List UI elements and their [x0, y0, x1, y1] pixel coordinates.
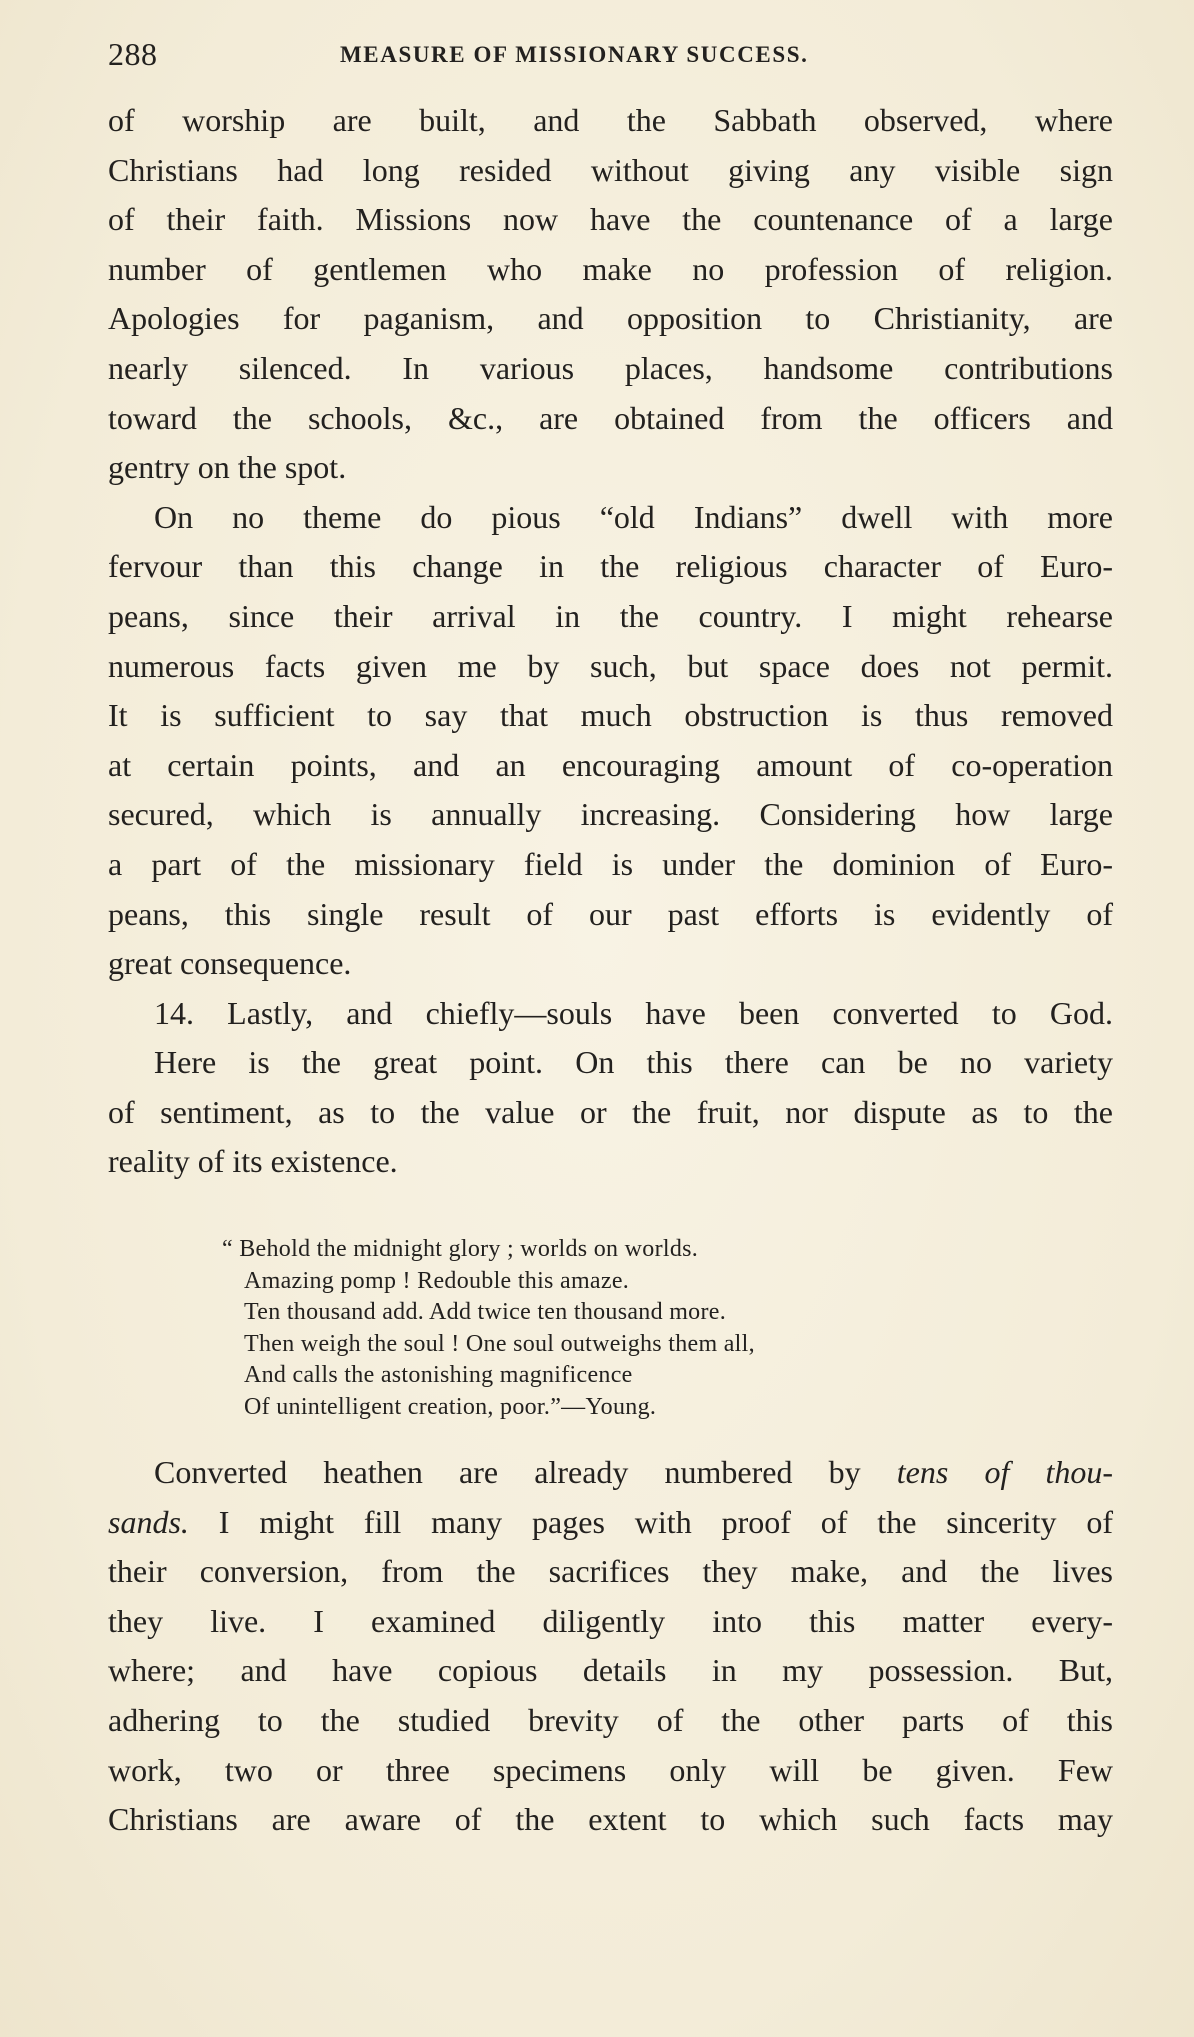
page-header	[108, 36, 1118, 76]
poem-line: Amazing pomp ! Redouble this amaze.	[244, 1267, 630, 1294]
text-line: gentry on the spot.	[108, 449, 347, 486]
text-line: at certain points, and an encouraging amount of co-operation	[108, 746, 1113, 783]
text-line: of their faith. Missions now have the countenance of a large	[108, 201, 1113, 238]
paragraph-4	[108, 1448, 1113, 1845]
poem-line: And calls the astonishing magnificence	[244, 1362, 633, 1388]
text-run: Converted heathen are already numbered by	[154, 1454, 897, 1490]
text-line: of sentiment, as to the value or the fruit, nor dispute as to the	[108, 1093, 1113, 1130]
paragraph-2	[108, 493, 1113, 989]
text-line: their conversion, from the sacrifices they make, and the lives	[108, 1553, 1113, 1590]
text-line: adhering to the studied brevity of the other parts of this	[108, 1701, 1113, 1738]
paragraph-1	[108, 96, 1113, 493]
text-line	[108, 1448, 1113, 1498]
text-line: Apologies for paganism, and opposition to Christianity, are	[108, 300, 1113, 337]
italic-text: sands.	[108, 1503, 189, 1540]
poem-line: Then weigh the soul ! One soul outweighs them all,	[244, 1330, 755, 1357]
text-line: where; and have copious details in my possession. But,	[108, 1652, 1113, 1689]
text-line: secured, which is annually increasing. Considering how large	[108, 796, 1113, 833]
text-line: work, two or three specimens only will be given. Few	[108, 1751, 1113, 1788]
poem-line: “ Behold the midnight glory ; worlds on worlds.	[222, 1236, 699, 1262]
text-line: of worship are built, and the Sabbath observed, where	[108, 102, 1113, 138]
text-line: numerous facts given me by such, but space does not permit.	[108, 647, 1113, 684]
text-line: Christians had long resided without giving any visible sign	[108, 151, 1113, 188]
text-line: peans, this single result of our past efforts is evidently of	[108, 895, 1113, 932]
text-line: Here is the great point. On this there can be no variety	[154, 1044, 1113, 1081]
text-line: toward the schools, &c., are obtained from the officers and	[108, 399, 1113, 436]
text-line: they live. I examined diligently into this matter every-	[108, 1602, 1113, 1639]
text-line: a part of the missionary field is under the dominion of Euro-	[108, 845, 1113, 882]
text-line: It is sufficient to say that much obstruction is thus removed	[108, 697, 1113, 734]
text-run: I might fill many pages with proof of the sincerity of	[188, 1503, 1113, 1540]
text-line: peans, since their arrival in the country. I might rehearse	[108, 597, 1113, 634]
text-line: number of gentlemen who make no profession of religion.	[108, 250, 1113, 287]
text-line: fervour than this change in the religious character of Euro-	[108, 548, 1113, 585]
italic-text: tens of thou-	[896, 1454, 1114, 1490]
text-line: Christians are aware of the extent to which such facts may	[108, 1801, 1113, 1838]
poem-line: Ten thousand add. Add twice ten thousand more.	[244, 1299, 727, 1325]
text-line: reality of its existence.	[108, 1143, 398, 1180]
poem-quotation	[222, 1234, 1024, 1423]
text-line: great consequence.	[108, 945, 352, 982]
text-line	[108, 1498, 1113, 1548]
paragraph-3	[108, 989, 1113, 1187]
text-line: nearly silenced. In various places, handsome contributions	[108, 349, 1113, 386]
poem-line: Of unintelligent creation, poor.”—Young.	[244, 1393, 657, 1420]
page-number: 288	[108, 36, 158, 72]
text-line: 14. Lastly, and chiefly—souls have been converted to God.	[154, 994, 1113, 1031]
running-head: MEASURE OF MISSIONARY SUCCESS.	[340, 42, 809, 67]
text-line: On no theme do pious “old Indians” dwell with more	[154, 498, 1113, 535]
main-text	[108, 96, 1113, 1187]
